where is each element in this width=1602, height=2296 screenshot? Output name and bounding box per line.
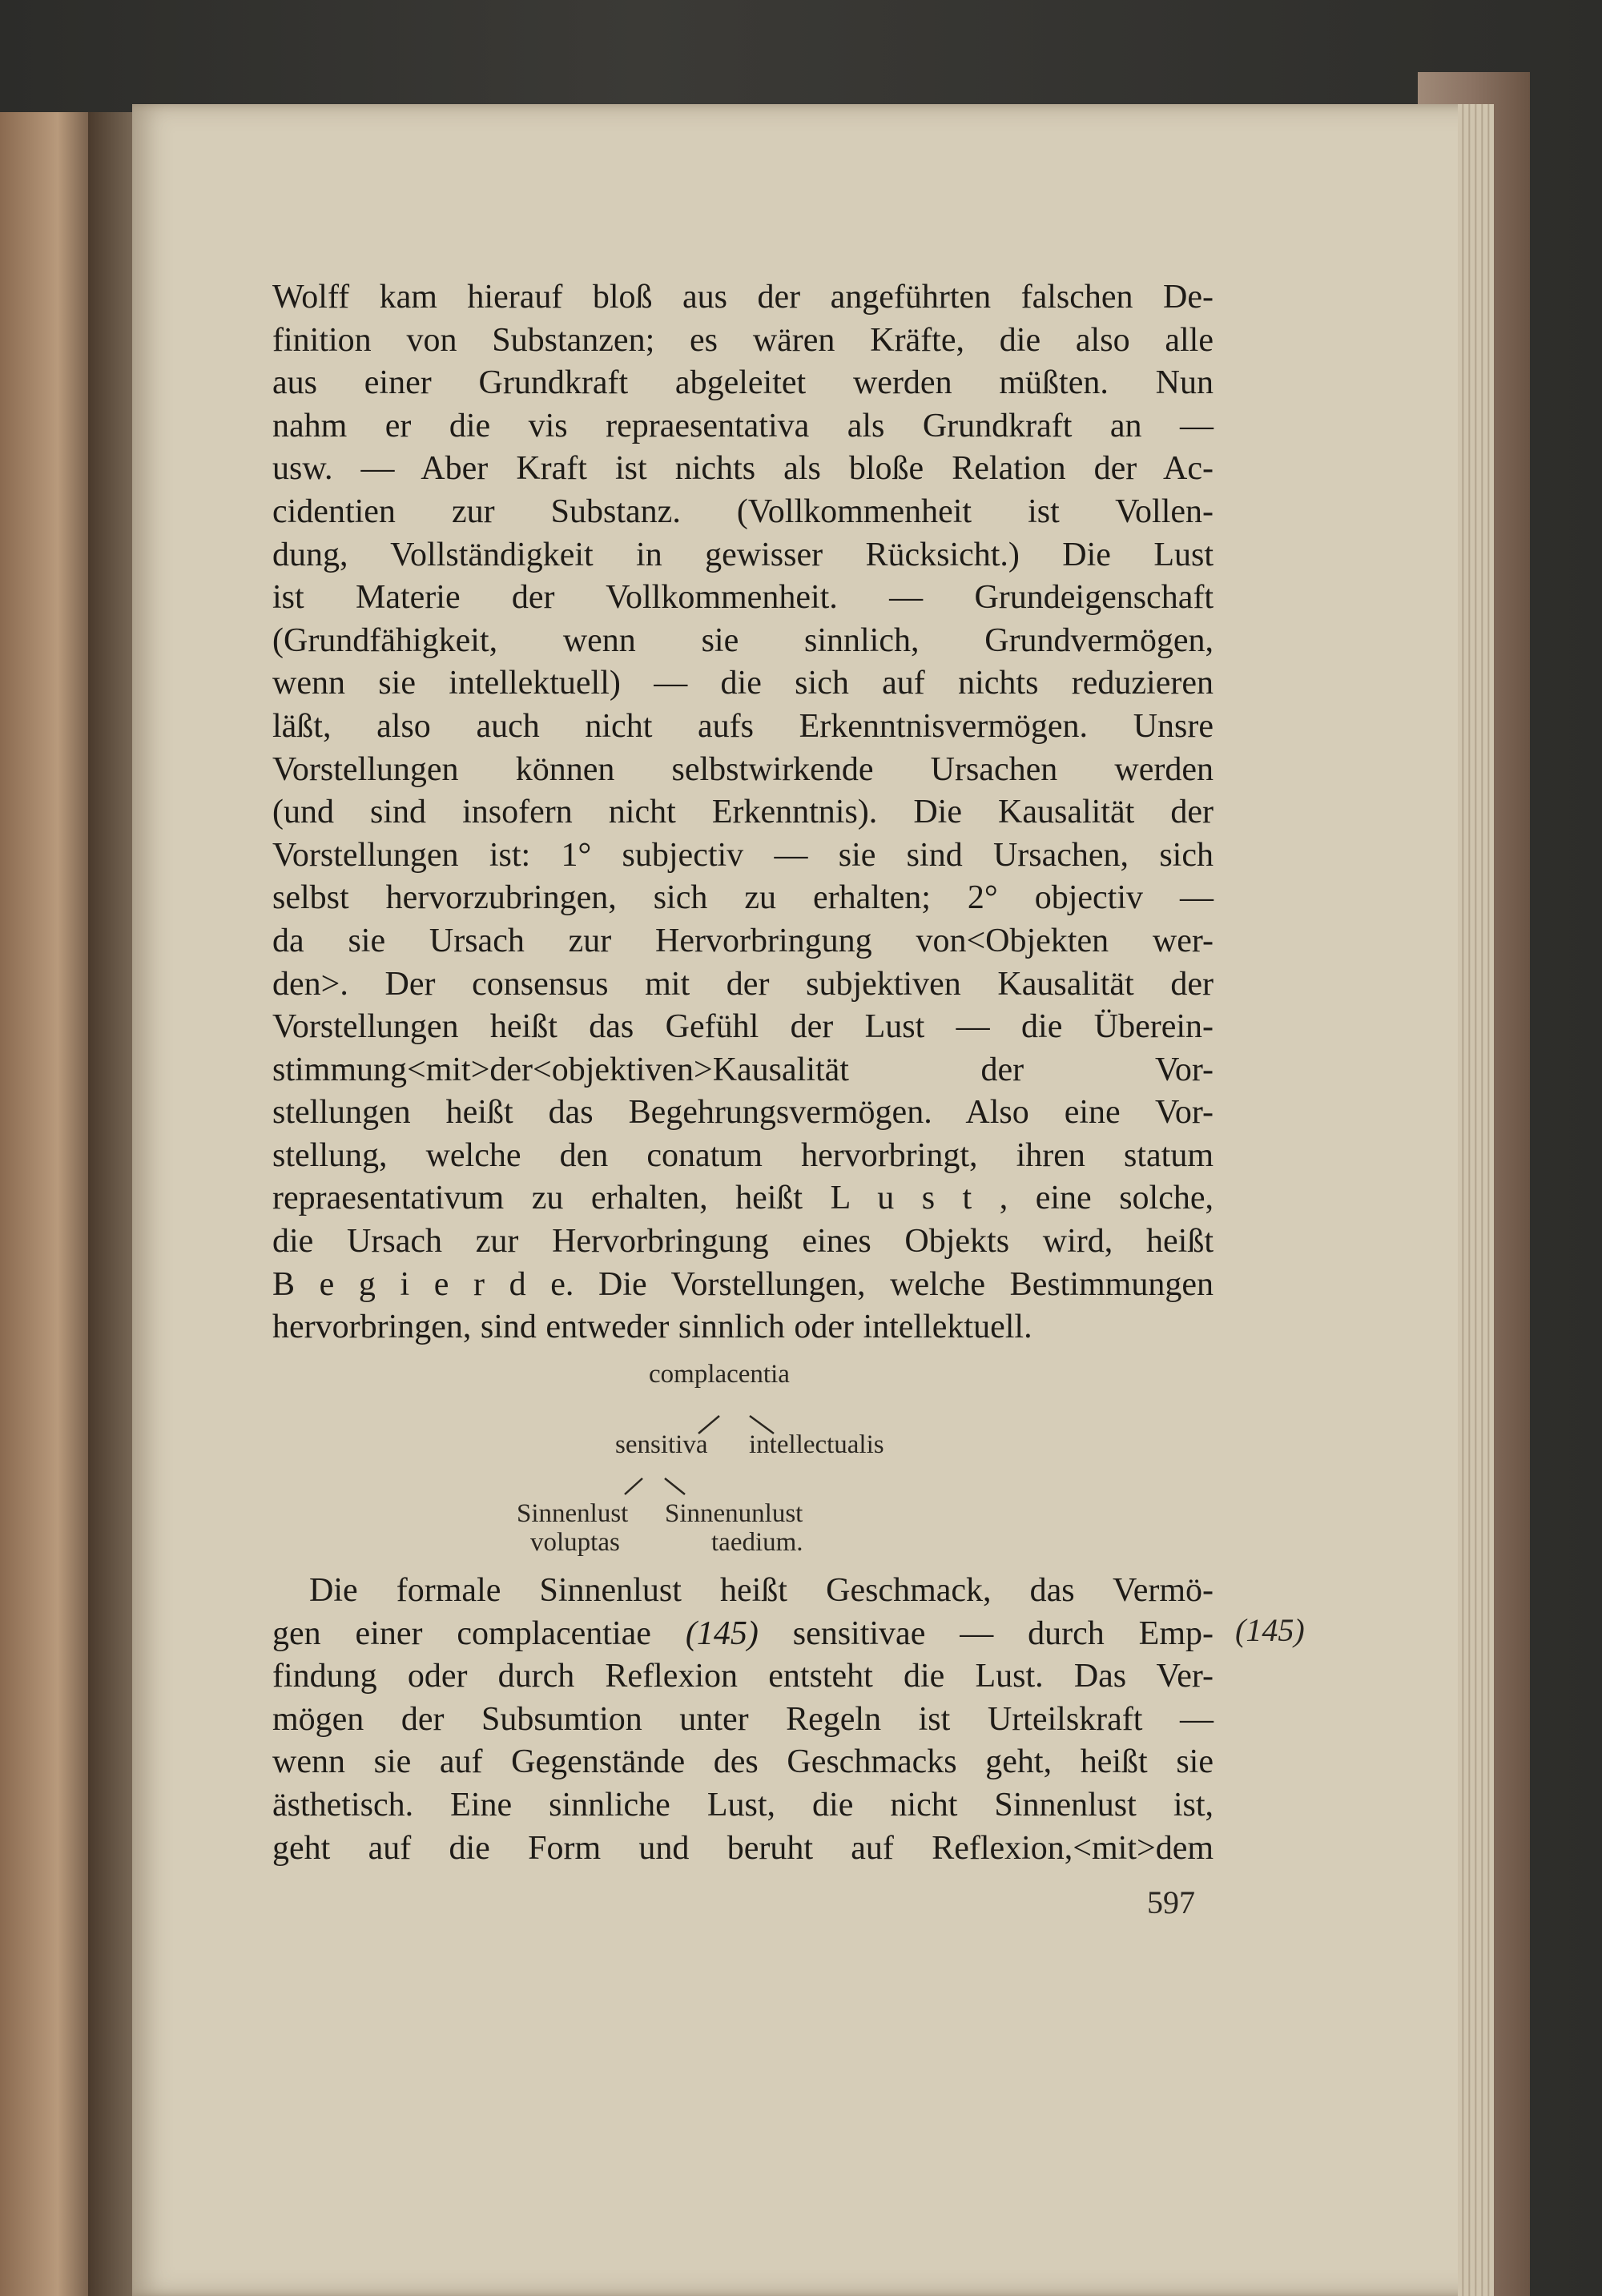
text-line: geht auf die Form und beruht auf Reflexion,<mit>dem xyxy=(272,1829,1214,1867)
branch-line xyxy=(665,1478,685,1494)
inline-page-reference: (145) xyxy=(685,1614,759,1652)
page-number: 597 xyxy=(1147,1884,1195,1920)
text-line: (Grundfähigkeit, wenn sie sinnlich, Grundvermögen, xyxy=(272,621,1214,659)
left-page-edge xyxy=(0,112,96,2296)
diagram-root: complacentia xyxy=(649,1360,790,1389)
text-line: stellung, welche den conatum hervorbringt, ihren statum xyxy=(272,1136,1214,1174)
diagram-node-left: sensitiva xyxy=(615,1430,708,1459)
text-line: wenn sie auf Gegenstände des Geschmacks geht, heißt sie xyxy=(272,1743,1214,1781)
text-line: nahm er die vis repraesentativa als Grundkraft an — xyxy=(272,407,1214,444)
text-line: ästhetisch. Eine sinnliche Lust, die nicht Sinnenlust ist, xyxy=(272,1786,1214,1824)
text-line: hervorbringen, sind entweder sinnlich oder intellektuell. xyxy=(272,1309,1032,1346)
text-line: Vorstellungen heißt das Gefühl der Lust — die Überein- xyxy=(272,1008,1214,1046)
text-segment: sensitivae — durch Emp- xyxy=(792,1614,1214,1652)
text-line: usw. — Aber Kraft ist nichts als bloße Relation der Ac- xyxy=(272,450,1214,488)
text-line: die Ursach zur Hervorbringung eines Objekts wird, heißt xyxy=(272,1223,1214,1261)
paragraph-second xyxy=(272,1570,1214,1870)
text-line: läßt, also auch nicht aufs Erkenntnisvermögen. Unsre xyxy=(272,707,1214,745)
text-line: B e g i e r d e. Die Vorstellungen, welche Bestimmungen xyxy=(272,1265,1214,1303)
text-line: den>. Der consensus mit der subjektiven Kausalität der xyxy=(272,965,1214,1003)
text-line xyxy=(272,1613,1214,1656)
diagram-leaf: Sinnenunlust xyxy=(665,1499,803,1528)
text-line: selbst hervorzubringen, sich zu erhalten; 2° objectiv — xyxy=(272,879,1214,917)
book-gutter xyxy=(88,112,136,2296)
diagram-leaf: Sinnenlust xyxy=(517,1499,629,1528)
text-line: Vorstellungen ist: 1° subjectiv — sie sind Ursachen, sich xyxy=(272,836,1214,874)
diagram-node-right: intellectualis xyxy=(749,1430,884,1459)
text-line: stimmung<mit>der<objektiven>Kausalität der Vor- xyxy=(272,1051,1214,1088)
text-line: Die formale Sinnenlust heißt Geschmack, das Vermö- xyxy=(309,1572,1214,1609)
diagram-leaf: taedium. xyxy=(711,1528,803,1557)
text-line: stellungen heißt das Begehrungsvermögen. Also eine Vor- xyxy=(272,1094,1214,1132)
paragraph-main xyxy=(272,276,1214,1349)
classification-diagram xyxy=(481,1353,1001,1570)
text-segment: gen einer complacentiae xyxy=(272,1614,651,1652)
text-line: ist Materie der Vollkommenheit. — Grundeigenschaft xyxy=(272,579,1214,617)
text-line: wenn sie intellektuell) — die sich auf nichts reduzieren xyxy=(272,665,1214,702)
text-line: (und sind insofern nicht Erkenntnis). Die Kausalität der xyxy=(272,794,1214,831)
text-line: cidentien zur Substanz. (Vollkommenheit ist Vollen- xyxy=(272,493,1214,530)
text-line: repraesentativum zu erhalten, heißt L u s t , eine solche, xyxy=(272,1180,1214,1217)
page-edges xyxy=(1458,104,1494,2296)
text-line: mögen der Subsumtion unter Regeln ist Urteilskraft — xyxy=(272,1700,1214,1738)
branch-line xyxy=(625,1478,642,1494)
text-line: dung, Vollständigkeit in gewisser Rücksicht.) Die Lust xyxy=(272,536,1214,573)
text-line: da sie Ursach zur Hervorbringung von<Objekten wer- xyxy=(272,922,1214,959)
diagram-leaf: voluptas xyxy=(530,1528,620,1557)
text-line: Wolff kam hierauf bloß aus der angeführten falschen De- xyxy=(272,279,1214,316)
text-line: aus einer Grundkraft abgeleitet werden müßten. Nun xyxy=(272,364,1214,402)
text-line: Vorstellungen können selbstwirkende Ursachen werden xyxy=(272,750,1214,788)
margin-page-reference: (145) xyxy=(1235,1612,1305,1648)
text-line: finition von Substanzen; es wären Kräfte, die also alle xyxy=(272,321,1214,359)
text-line: findung oder durch Reflexion entsteht die Lust. Das Ver- xyxy=(272,1658,1214,1695)
